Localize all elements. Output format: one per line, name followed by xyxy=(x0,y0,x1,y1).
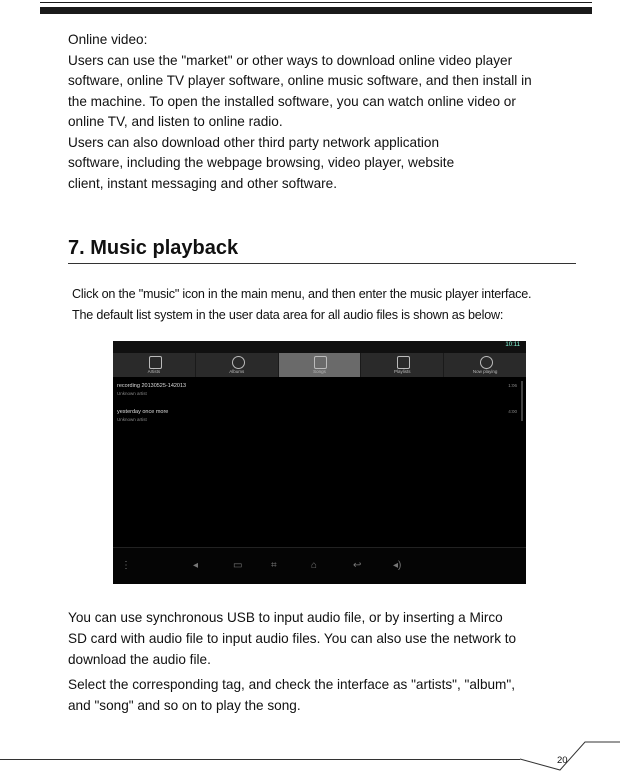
text-line: SD card with audio file to input audio files. You can also use the network to xyxy=(68,630,517,646)
tab-label: Now playing xyxy=(472,369,498,374)
volume-up-icon[interactable]: ◂) xyxy=(393,560,402,571)
text-line: software, including the webpage browsing, video player, website xyxy=(68,155,455,170)
text-line: online TV, and listen to online radio. xyxy=(68,114,283,129)
tab-bar xyxy=(113,353,526,377)
tab-albums[interactable] xyxy=(196,353,279,377)
tag-paragraph xyxy=(68,675,588,717)
tab-playlists[interactable] xyxy=(361,353,444,377)
song-artist: Unknown artist xyxy=(117,391,147,396)
tab-now-playing[interactable] xyxy=(444,353,526,377)
music-player-screenshot xyxy=(113,341,526,584)
status-clock: 10:11 xyxy=(505,342,520,348)
footer-rule xyxy=(0,759,520,760)
song-row[interactable] xyxy=(117,409,517,427)
system-nav-bar xyxy=(113,547,526,584)
playlist-icon xyxy=(397,356,410,369)
song-duration: 1:06 xyxy=(508,383,517,388)
volume-down-icon[interactable]: ◂ xyxy=(193,560,199,571)
intro-line: The default list system in the user data area for all audio files is shown as below: xyxy=(72,308,504,322)
recent-apps-icon[interactable]: ▭ xyxy=(233,560,243,571)
tab-artists[interactable] xyxy=(113,353,196,377)
song-duration: 4:00 xyxy=(508,409,517,414)
intro-line: Click on the "music" icon in the main menu, and then enter the music player interface. xyxy=(72,287,532,301)
tab-label: Playlists xyxy=(394,369,411,374)
online-video-heading: Online video: xyxy=(68,32,148,47)
back-icon[interactable]: ↩ xyxy=(353,560,362,571)
song-row[interactable] xyxy=(117,383,517,401)
status-bar xyxy=(113,341,526,353)
header-thin-rule xyxy=(40,2,592,3)
text-line: download the audio file. xyxy=(68,651,211,667)
tab-songs[interactable] xyxy=(279,353,362,377)
online-video-paragraph xyxy=(68,30,588,194)
menu-icon[interactable]: ⋮ xyxy=(121,560,131,571)
text-line: client, instant messaging and other software. xyxy=(68,175,338,191)
text-line: software, online TV player software, online music software, and then install in xyxy=(68,73,532,88)
header-bar xyxy=(40,7,592,14)
text-line: the machine. To open the installed software, you can watch online video or xyxy=(68,93,516,109)
section-rule xyxy=(68,263,576,264)
text-line: and "song" and so on to play the song. xyxy=(68,697,301,713)
page-number: 20 xyxy=(557,755,568,766)
screenshot-icon[interactable]: ⌗ xyxy=(271,560,277,571)
tab-label: Albums xyxy=(229,369,245,374)
tab-label: Songs xyxy=(313,369,326,374)
list-scrollbar[interactable] xyxy=(521,381,523,421)
artist-icon xyxy=(149,356,162,369)
now-playing-icon xyxy=(480,356,493,369)
text-line: You can use synchronous USB to input audio file, or by inserting a Mirco xyxy=(68,610,503,625)
tab-label: Artists xyxy=(147,369,161,374)
section-title: 7. Music playback xyxy=(68,237,239,259)
text-line: Users can use the "market" or other ways to download online video player xyxy=(68,52,513,68)
song-title: yesterday once more xyxy=(117,409,169,415)
album-icon xyxy=(232,356,245,369)
song-title: recording 20130525-142013 xyxy=(117,383,187,389)
song-artist: Unknown artist xyxy=(117,417,147,422)
music-note-icon xyxy=(314,356,327,369)
text-line: Users can also download other third party network application xyxy=(68,134,440,150)
usb-paragraph xyxy=(68,608,588,670)
text-line: Select the corresponding tag, and check the interface as "artists", "album", xyxy=(68,677,515,692)
home-icon[interactable]: ⌂ xyxy=(311,560,318,571)
